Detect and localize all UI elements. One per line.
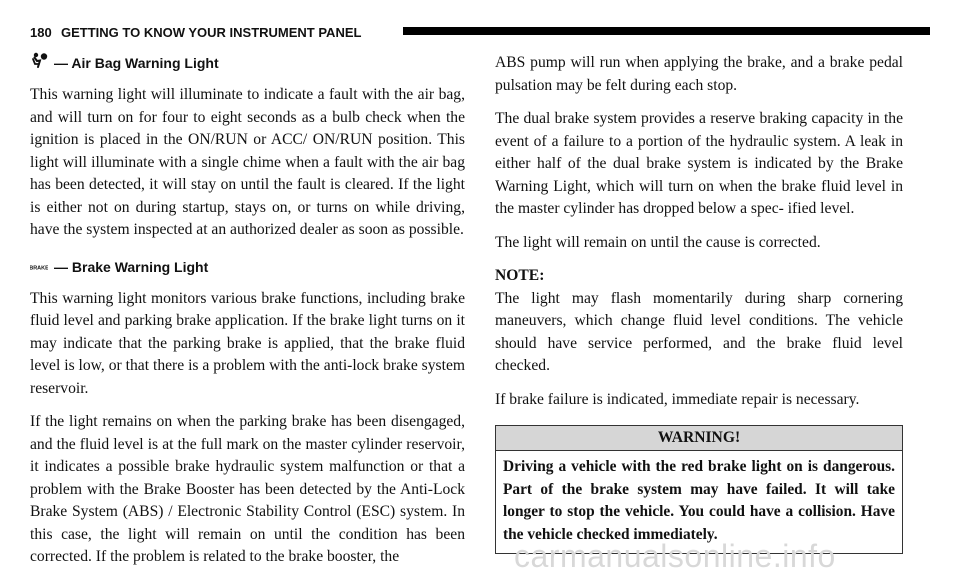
note-text: The light may flash momentarily during sharp cornering maneuvers, which change fluid level conditions. The vehicle should have service performed, and the brake fluid level checked. xyxy=(495,289,903,374)
brake-heading xyxy=(30,256,465,278)
dual-brake-paragraph: The dual brake system provides a reserve braking capacity in the event of a failure to a portion of the hydraulic system. A leak in either half of the dual brake system is indicated by the Brake Warning Light, which will turn on when the brake fluid level in the master cylinder has dropped below a spec- ified level. xyxy=(495,110,903,217)
warning-text: Driving a vehicle with the red brake light on is dangerous. Part of the brake system may have failed. It will take longer to stop the vehicle. You could have a collision. Have the vehicle checked immediately. xyxy=(503,458,895,543)
airbag-warning-icon xyxy=(30,52,48,74)
airbag-heading-text: — Air Bag Warning Light xyxy=(54,55,219,71)
brake-heading-text: — Brake Warning Light xyxy=(54,258,209,275)
brake-paragraph-2: If the light remains on when the parking brake has been disengaged, and the fluid level is at the full mark on the master cylinder reservoir, it indicates a possible brake hydraulic system malfunction or that a problem with the Brake Booster has been detected by the Anti-Lock Brake System (ABS) / Electronic Stability Control (ESC) system. In this case, the light will remain on until the condition has been corrected. If the problem is related to the brake booster, the xyxy=(30,413,465,565)
warning-box xyxy=(495,425,903,554)
page-number: 180 xyxy=(30,25,52,40)
airbag-heading xyxy=(30,52,465,74)
left-column xyxy=(30,52,465,580)
right-column xyxy=(495,52,903,554)
brake-icon-text: BRAKE xyxy=(30,265,48,271)
light-remains-paragraph: The light will remain on until the cause is corrected. xyxy=(495,233,821,251)
page-header xyxy=(0,24,960,42)
brake-paragraph-1: This warning light monitors various brake functions, including brake fluid level and parking brake application. If the brake light turns on it may indicate that the parking brake is applied, that the brake fluid level is low, or that there is a problem with the anti-lock brake system reservoir. xyxy=(30,289,465,397)
watermark: carmanualsonline.info xyxy=(514,538,836,574)
header-rule xyxy=(403,27,930,35)
warning-title: WARNING! xyxy=(496,426,902,451)
abs-paragraph: ABS pump will run when applying the brake, and a brake pedal pulsation may be felt during each stop. xyxy=(495,54,903,94)
note-label: NOTE: xyxy=(495,267,545,284)
section-title: GETTING TO KNOW YOUR INSTRUMENT PANEL xyxy=(61,25,362,40)
airbag-paragraph: This warning light will illuminate to indicate a fault with the air bag, and will turn on for four to eight seconds as a bulb check when the ignition is placed in the ON/RUN or ACC/ ON/RUN position. This light will illuminate with a single chime when a fault with the air bag has been detected, it will stay on until the fault is cleared. If the light is either not on during startup, stays on, or turns on while driving, have the system inspected at an authorized dealer as soon as possible. xyxy=(30,86,465,238)
brake-failure-paragraph: If brake failure is indicated, immediate repair is necessary. xyxy=(495,390,860,408)
brake-warning-icon xyxy=(30,256,48,278)
